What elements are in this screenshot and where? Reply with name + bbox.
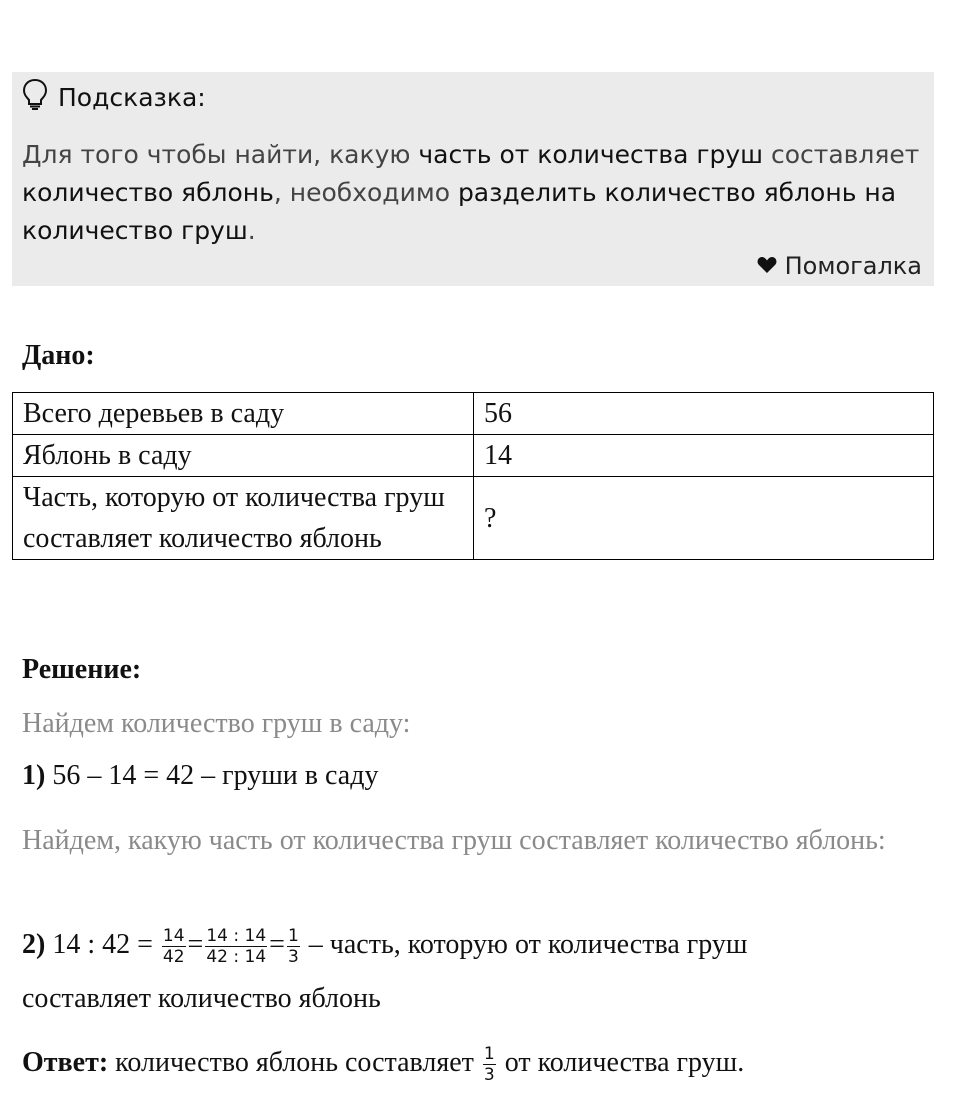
- hint-text-4: .: [247, 216, 256, 245]
- fraction-denominator: 42 : 14: [206, 947, 267, 968]
- fraction: [162, 926, 186, 967]
- answer-label: Ответ:: [22, 1046, 109, 1078]
- fraction-numerator: 1: [483, 1044, 495, 1064]
- answer-text-1: количество яблонь составляет: [108, 1046, 481, 1078]
- step2-tail-2: составляет количество яблонь: [22, 983, 381, 1014]
- step1-number: 1): [22, 760, 46, 791]
- step2-number: 2): [22, 929, 46, 960]
- solution-heading: Решение:: [22, 654, 142, 685]
- step2-note: Найдем, какую часть от количества груш составляет количество яблонь:: [22, 825, 886, 856]
- fraction: [483, 1044, 496, 1085]
- table-cell-value: 56: [474, 393, 934, 435]
- table-cell-label: Яблонь в саду: [13, 435, 474, 477]
- fraction-denominator: 3: [287, 947, 299, 968]
- hint-bold-2: количество яблонь: [22, 178, 274, 207]
- fraction-denominator: 3: [483, 1065, 495, 1085]
- table-cell-label: Часть, которую от количества груш составляет количество яблонь: [13, 477, 474, 560]
- table-row: [13, 477, 934, 560]
- table-cell-value: ?: [474, 477, 934, 560]
- hint-title-text: Подсказка:: [58, 82, 206, 112]
- fraction-denominator: 42: [162, 947, 185, 968]
- hint-bold-1: часть от количества груш: [418, 140, 764, 169]
- answer-text-2: от количества груш.: [497, 1046, 745, 1078]
- heart-icon: [757, 252, 777, 280]
- step1-expression: 56 – 14 = 42 – груши в саду: [45, 760, 379, 791]
- hint-text-2: составляет: [763, 140, 920, 169]
- hint-text-3: , необходимо: [273, 178, 458, 207]
- lightbulb-icon: [22, 78, 48, 116]
- step2-tail: – часть, которую от количества груш: [301, 929, 748, 960]
- hint-title: [22, 78, 206, 116]
- table-cell-value: 14: [474, 435, 934, 477]
- given-table: [12, 392, 934, 560]
- step2-line: 2) 14 : 42 = $\frac{14}{42}$ = $\frac{14 : 14}{42 : 14}$ = $\frac{1}{3}$ – часть, которую от количества груш составляет количество яблонь: [22, 926, 748, 1014]
- table-row: [13, 435, 934, 477]
- hint-text-1: Для того чтобы найти, какую: [22, 140, 419, 169]
- fraction-numerator: 1: [287, 926, 299, 947]
- credit: [757, 252, 922, 280]
- credit-text: Помогалка: [784, 252, 922, 280]
- table-cell-label: Всего деревьев в саду: [13, 393, 474, 435]
- hint-text: [22, 136, 922, 250]
- fraction-numerator: 14 : 14: [206, 926, 267, 947]
- step1-note: Найдем количество груш в саду:: [22, 708, 411, 739]
- fraction: [287, 926, 300, 967]
- step1-line: [22, 760, 942, 792]
- hint-bold-3: разделить количество яблонь на количество груш: [22, 178, 897, 245]
- fraction: [205, 926, 267, 967]
- given-heading: Дано:: [22, 340, 95, 371]
- answer-line: [22, 1044, 942, 1085]
- fraction-numerator: 14: [162, 926, 185, 947]
- step2-lhs: 14 : 42 =: [45, 929, 160, 960]
- table-row: [13, 393, 934, 435]
